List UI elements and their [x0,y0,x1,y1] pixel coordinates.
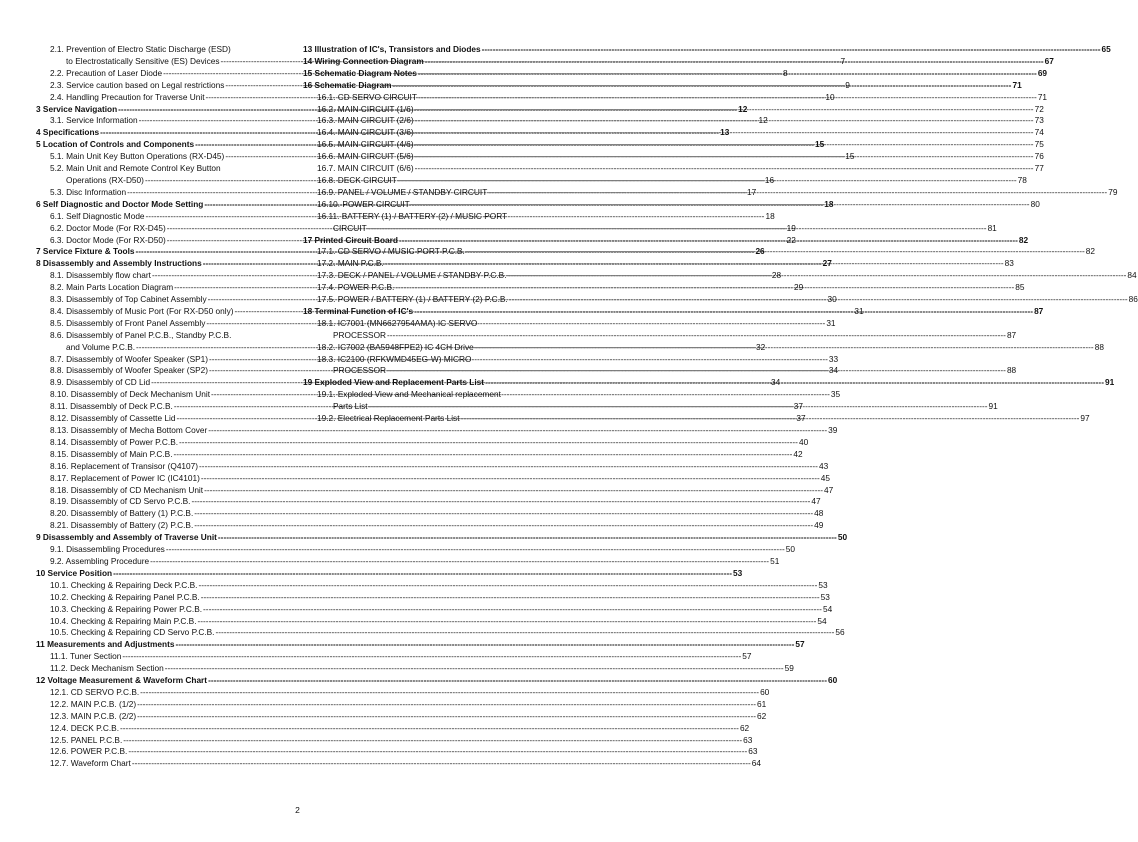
toc-entry-page: 72 [1034,103,1044,114]
toc-entry-title: 8.8. Disassembly of Woofer Speaker (SP2) [50,365,209,376]
dot-leader [425,56,1044,68]
dot-leader [369,401,988,411]
dot-leader [509,294,1128,306]
toc-entry-page: 60 [760,686,770,697]
toc-entry-title: 16.8. DECK CIRCUIT [317,174,397,185]
dot-leader [395,282,1014,294]
toc-entry-title: 17.1. CD SERVO / MUSIC PORT P.C.B. [317,246,465,257]
toc-entry-page: 91 [988,401,998,412]
dot-leader [204,485,823,497]
toc-subsection-entry[interactable] [36,460,829,473]
toc-entry-page: 32 [755,341,766,352]
toc-entry-title: 18.1. IC7001 (MN6627954AMA) IC SERVO [317,317,478,328]
toc-entry-page: 61 [756,698,767,709]
toc-entry-title: 8.4. Disassembly of Music Port (For RX-D50 only) [50,305,234,316]
dot-leader [137,699,756,711]
dot-leader [415,104,1034,116]
toc-entry-title: 12.4. DECK P.C.B. [50,722,120,733]
toc-entry-title: 8.21. Disassembly of Battery (2) P.C.B. [50,520,194,531]
toc-entry-page: 43 [818,460,829,471]
toc-entry-page: 7 [840,55,846,66]
toc-entry-page: 26 [755,246,765,257]
toc-entry-page: 51 [770,555,780,566]
toc-entry-title: 8.15. Disassembly of Main P.C.B. [50,448,173,459]
toc-entry-title: 2.3. Service caution based on Legal restrictions [50,79,225,90]
toc-entry-title-continuation: PROCESSOR [333,329,387,340]
dot-leader [418,68,1037,80]
toc-entry-title: 8.12. Disassembly of Cassette Lid [50,413,176,424]
toc-entry-title: 8.6. Disassembly of Panel P.C.B., Standby P.C.B. [50,329,232,340]
toc-subsection-entry[interactable] [36,425,838,437]
toc-entry-page: 84 [1127,270,1137,281]
toc-subsection-entry[interactable] [36,520,824,532]
toc-section-entry[interactable] [36,532,848,544]
toc-entry-title: 16.2. MAIN CIRCUIT (1/6) [317,103,414,114]
toc-entry-page: 88 [1094,341,1104,352]
toc-entry-page: 40 [798,436,809,447]
toc-subsection-entry[interactable] [36,484,834,497]
page-number: 2 [295,805,300,815]
toc-section-entry[interactable] [303,44,1111,56]
toc-subsection-entry[interactable] [36,710,767,723]
toc-entry-title: 8.9. Disassembly of CD Lid [50,377,151,388]
toc-subsection-entry[interactable] [36,448,803,461]
dot-leader [368,223,987,233]
toc-entry-title-continuation: to Electrostatically Sensitive (ES) Devices [66,55,220,66]
dot-leader [113,568,732,580]
toc-entry-title: 16.11. BATTERY (1) / BATTERY (2) / MUSIC PORT [317,210,508,221]
toc-entry-title: 18.2. IC7002 (BA5948FPE2) IC 4CH Drive [317,341,474,352]
toc-entry-title: 3 Service Navigation [36,103,118,114]
toc-entry-page: 73 [1034,115,1044,126]
toc-entry-title: 12 Voltage Measurement & Waveform Chart [36,675,208,686]
toc-entry-page: 81 [987,222,997,233]
toc-entry-title: 3.1. Service Information [50,115,138,126]
toc-subsection-entry[interactable] [36,436,809,449]
toc-entry-page: 97 [1080,413,1090,424]
toc-entry-page: 37 [793,401,803,412]
toc-entry-title: 17.2. MAIN P.C.B. [317,258,384,269]
toc-entry-page: 34 [828,365,839,376]
toc-entry-title: 16 Schematic Diagram [303,79,392,90]
toc-entry-page: 86 [1128,294,1138,305]
toc-entry-page: 69 [1037,67,1048,78]
toc-entry-title: 8.3. Disassembly of Top Cabinet Assembly [50,294,207,305]
toc-entry-page: 50 [785,544,795,555]
dot-leader [120,723,739,735]
toc-section-entry[interactable] [36,675,838,687]
toc-entry-title: 15 Schematic Diagram Notes [303,67,417,78]
dot-leader [415,127,1034,139]
toc-entry-page: 53 [733,567,743,578]
toc-entry-title: 11.2. Deck Mechanism Section [50,663,164,674]
toc-entry-title: 16.5. MAIN CIRCUIT (4/6) [317,139,414,150]
toc-entry-title: 12.5. PANEL P.C.B. [50,734,123,745]
toc-entry-title-continuation: PROCESSOR [333,365,387,376]
toc-entry-page: 57 [742,651,752,662]
toc-entry-title: 18 Terminal Function of IC's [303,305,414,316]
dot-leader [475,342,1094,354]
dot-leader [203,604,822,616]
toc-entry-page: 62 [739,722,750,733]
toc-entry-page: 37 [796,413,806,424]
toc-entry-title: 10 Service Position [36,567,113,578]
dot-leader [208,675,827,687]
toc-entry-title: 2.1. Prevention of Electro Static Discharge (ESD) [50,44,231,54]
toc-entry-title: 6.1. Self Diagnostic Mode [50,210,145,221]
toc-entry-page: 12 [738,103,748,114]
toc-entry-page: 29 [794,282,804,293]
toc-subsection-entry[interactable] [36,544,795,556]
toc-entry-title: 17 Printed Circuit Board [303,234,398,245]
dot-leader [192,496,811,508]
toc-entry-page: 74 [1034,127,1044,138]
toc-subsection-entry[interactable] [36,746,758,758]
toc-entry-page: 9 [845,79,850,90]
dot-leader [174,449,793,461]
toc-entry-page: 53 [820,591,830,602]
toc-entry-page: 71 [1037,91,1048,102]
dot-leader [199,461,818,473]
toc-entry-title: 16.6. MAIN CIRCUIT (5/6) [317,151,414,162]
toc-entry-page: 35 [830,389,841,400]
toc-entry-page: 83 [1004,258,1014,269]
toc-entry-page: 82 [1085,246,1095,257]
toc-entry-title: 10.2. Checking & Repairing Panel P.C.B. [50,591,200,602]
toc-entry-title: 5.3. Disc Information [50,186,127,197]
toc-entry-page: 15 [815,139,825,150]
toc-subsection-entry[interactable] [36,615,827,628]
toc-subsection-entry[interactable] [36,508,824,520]
toc-entry-title: 4 Specifications [36,127,100,138]
toc-entry-title: 10.4. Checking & Repairing Main P.C.B. [50,615,197,626]
dot-leader [198,580,817,592]
toc-entry-page: 87 [1034,305,1044,316]
dot-leader [201,473,820,485]
toc-entry-page: 27 [822,258,832,269]
toc-entry-title: 8.17. Replacement of Power IC (IC4101) [50,472,200,483]
toc-entry-title: 2.2. Precaution of Laser Diode [50,67,163,78]
toc-entry-title: 12.1. CD SERVO P.C.B. [50,686,140,697]
dot-leader [208,425,827,437]
toc-entry-page: 15 [845,151,855,162]
toc-section-entry[interactable] [36,639,805,651]
toc-entry-page: 12 [758,115,768,126]
toc-entry-page: 76 [1034,151,1044,162]
toc-entry-title: 8.7. Disassembly of Woofer Speaker (SP1) [50,353,209,364]
toc-section-entry[interactable] [303,67,1048,80]
toc-entry-page: 48 [814,508,824,519]
dot-leader [123,735,742,747]
toc-entry-page: 13 [720,127,730,138]
dot-leader [411,199,1030,211]
dot-leader [215,627,834,639]
toc-entry-page: 63 [748,746,758,757]
toc-entry-page: 31 [854,305,864,316]
toc-entry-title: 18.3. IC2100 (RFKWMD45EG-W) MICRO [317,353,472,364]
toc-entry-title: 10.1. Checking & Repairing Deck P.C.B. [50,579,198,590]
toc-entry-page: 8 [782,67,788,78]
toc-subsection-entry[interactable] [36,472,831,485]
toc-subsection-entry[interactable] [36,734,753,747]
toc-entry-title: 16.4. MAIN CIRCUIT (3/6) [317,127,414,138]
dot-leader [418,92,1037,104]
toc-entry-page: 17 [747,186,757,197]
toc-entry-title: 2.4. Handling Precaution for Traverse Unit [50,91,205,102]
toc-entry-page: 77 [1034,163,1044,174]
toc-subsection-entry[interactable] [36,758,761,770]
toc-entry-title: 6.3. Doctor Mode (For RX-D50) [50,234,166,245]
toc-entry-title: 7 Service Fixture & Tools [36,246,135,257]
toc-entry-title: 8.16. Replacement of Transisor (Q4107) [50,460,199,471]
toc-entry-title: 16.7. MAIN CIRCUIT (6/6) [317,163,414,174]
toc-entry-title: 8.13. Disassembly of Mecha Bottom Cover [50,425,208,435]
dot-leader [485,377,1104,389]
toc-entry-page: 10 [825,91,835,102]
toc-entry-title: 12.6. POWER P.C.B. [50,746,128,757]
toc-entry-title: 16.3. MAIN CIRCUIT (2/6) [317,115,414,126]
toc-entry-page: 22 [786,234,796,245]
dot-leader [201,592,820,604]
toc-entry-page: 54 [817,615,827,626]
toc-section-entry[interactable] [303,79,1022,92]
toc-entry-title: 5.1. Main Unit Key Button Operations (RX-D45) [50,151,225,162]
toc-entry-title: 16.9. PANEL / VOLUME / STANDBY CIRCUIT [317,186,488,197]
toc-entry-title: 10.3. Checking & Repairing Power P.C.B. [50,603,203,614]
toc-entry-page: 64 [751,758,761,769]
toc-section-entry[interactable] [36,567,743,580]
dot-leader [398,175,1017,187]
toc-entry-title-continuation: Operations (RX-D50) [66,174,144,185]
toc-entry-page: 34 [770,377,781,388]
dot-leader [165,663,784,675]
dot-leader [140,687,759,699]
toc-subsection-entry[interactable] [36,579,828,592]
toc-entry-page: 78 [1017,174,1027,185]
toc-entry-title: 11.1. Tuner Section [50,651,122,662]
toc-subsection-entry[interactable] [36,663,794,675]
toc-subsection-entry[interactable] [36,591,830,604]
toc-entry-title: 8.1. Disassembly flow chart [50,270,151,281]
toc-subsection-entry[interactable] [36,722,750,735]
dot-leader [150,556,769,568]
dot-leader [399,235,1018,247]
toc-entry-page: 19 [786,222,796,233]
dot-leader [198,616,817,628]
toc-entry-title: 16.10. POWER CIRCUIT [317,198,410,209]
toc-entry-page: 67 [1044,55,1054,66]
toc-entry-page: 30 [827,294,837,305]
toc-entry-title: 16.1. CD SERVO CIRCUIT [317,91,417,102]
toc-entry-page: 88 [1006,365,1017,376]
dot-leader [466,246,1085,258]
dot-leader [461,413,1080,425]
toc-entry-page: 53 [818,579,828,590]
toc-entry-title: 8.10. Disassembly of Deck Mechanism Unit [50,389,211,400]
toc-subsection-entry[interactable] [36,651,752,663]
toc-entry-title: 19 Exploded View and Replacement Parts List [303,377,485,388]
dot-leader [415,151,1034,163]
toc-entry-title: 9.1. Disassembling Procedures [50,544,165,555]
toc-entry-title-continuation: Parts List [333,401,368,412]
toc-entry-page: 28 [771,270,782,281]
toc-entry-title: 8.11. Disassembly of Deck P.C.B. [50,401,173,412]
toc-entry-title: 9.2. Assembling Procedure [50,555,150,566]
dot-leader [387,365,1006,375]
toc-entry-page: 63 [743,734,753,745]
toc-entry-page: 82 [1018,234,1029,245]
toc-entry-page: 57 [795,639,805,650]
toc-entry-page: 42 [793,448,803,459]
dot-leader [385,258,1004,270]
toc-entry-page: 79 [1108,186,1118,197]
toc-entry-page: 31 [826,317,836,328]
toc-entry-title: 8.19. Disassembly of CD Servo P.C.B. [50,496,191,507]
toc-entry-title: 8.5. Disassembly of Front Panel Assembly [50,317,206,328]
toc-entry-title: 19.1. Exploded View and Mechanical replacement [317,389,501,400]
dot-leader [132,758,751,770]
toc-entry-title: 8.20. Disassembly of Battery (1) P.C.B. [50,508,194,519]
toc-entry-page: 65 [1101,44,1111,54]
toc-entry-page: 47 [824,484,834,495]
toc-entry-page: 75 [1034,139,1044,150]
toc-subsection-entry[interactable] [36,555,780,568]
toc-entry-title: 17.5. POWER / BATTERY (1) / BATTERY (2) P.C.B. [317,294,508,305]
toc-entry-title: 17.3. DECK / PANEL / VOLUME / STANDBY P.C.B. [317,270,507,281]
toc-entry-page: 80 [1030,198,1040,209]
toc-entry-title-continuation: CIRCUIT [333,222,367,233]
toc-entry-page: 71 [1012,79,1022,90]
toc-entry-title: 9 Disassembly and Assembly of Traverse Unit [36,532,217,543]
toc-entry-page: 16 [764,174,775,185]
dot-leader [122,651,741,663]
toc-entry-title: 13 Illustration of IC's, Transistors and Diodes [303,44,481,54]
dot-leader [194,508,813,520]
dot-leader [393,80,1012,92]
toc-entry-page: 87 [1006,329,1017,340]
dot-leader [387,330,1006,340]
toc-entry-title: 12.3. MAIN P.C.B. (2/2) [50,710,137,721]
toc-entry-page: 18 [765,210,775,221]
dot-leader [488,187,1107,199]
toc-entry-page: 50 [837,532,848,543]
dot-leader [415,139,1034,151]
toc-entry-page: 91 [1104,377,1115,388]
toc-section-entry[interactable] [303,55,1054,68]
dot-leader [128,746,747,758]
toc-entry-title-continuation: and Volume P.C.B. [66,341,136,352]
toc-entry-page: 54 [822,603,833,614]
dot-leader [415,115,1034,127]
toc-subsection-entry[interactable] [36,686,770,699]
toc-entry-page: 33 [828,353,839,364]
toc-entry-title: 11 Measurements and Adjustments [36,639,175,650]
toc-entry-page: 49 [814,520,824,531]
toc-entry-title: 5.2. Main Unit and Remote Control Key Button [50,163,221,174]
toc-entry-page: 59 [784,663,794,674]
dot-leader [166,544,785,556]
dot-leader [415,163,1034,175]
toc-entry-title: 6.2. Doctor Mode (For RX-D45) [50,222,166,233]
dot-leader [482,44,1101,56]
toc-entry-title: 10.5. Checking & Repairing CD Servo P.C.B. [50,627,215,638]
dot-leader [179,437,798,449]
toc-entry-title: 8.18. Disassembly of CD Mechanism Unit [50,484,204,495]
toc-entry-page: 60 [827,675,838,686]
toc-entry-page: 56 [835,627,845,638]
toc-entry-title: 8 Disassembly and Assembly Instructions [36,258,202,269]
toc-subsection-entry[interactable] [303,163,1044,175]
toc-entry-title: 19.2. Electrical Replacement Parts List [317,413,460,424]
dot-leader [175,639,794,651]
toc-subsection-entry[interactable] [36,603,833,616]
toc-subsection-entry[interactable] [36,496,821,508]
toc-entry-page: 45 [820,472,831,483]
toc-entry-title: 8.2. Main Parts Location Diagram [50,282,174,293]
toc-entry-title: 17.4. POWER P.C.B. [317,282,395,293]
dot-leader [137,711,756,723]
toc-subsection-entry[interactable] [303,174,1027,187]
toc-entry-title: 5 Location of Controls and Components [36,139,195,150]
toc-entry-title: 6 Self Diagnostic and Doctor Mode Setting [36,198,204,209]
toc-entry-title: 14 Wiring Connection Diagram [303,55,424,66]
dot-leader [508,270,1127,282]
toc-subsection-entry[interactable] [36,627,845,639]
toc-subsection-entry[interactable] [36,698,767,711]
toc-entry-title: 12.7. Waveform Chart [50,758,131,769]
toc-entry-page: 85 [1015,282,1025,293]
toc-entry-title: 12.2. MAIN P.C.B. (1/2) [50,698,137,709]
toc-entry-page: 18 [824,198,834,209]
dot-leader [194,520,813,532]
toc-entry-page: 47 [811,496,821,507]
toc-entry-page: 62 [756,710,767,721]
toc-entry-page: 39 [828,425,838,435]
toc-entry-title: 8.14. Disassembly of Power P.C.B. [50,436,179,447]
dot-leader [218,532,837,544]
dot-leader [414,306,1033,318]
